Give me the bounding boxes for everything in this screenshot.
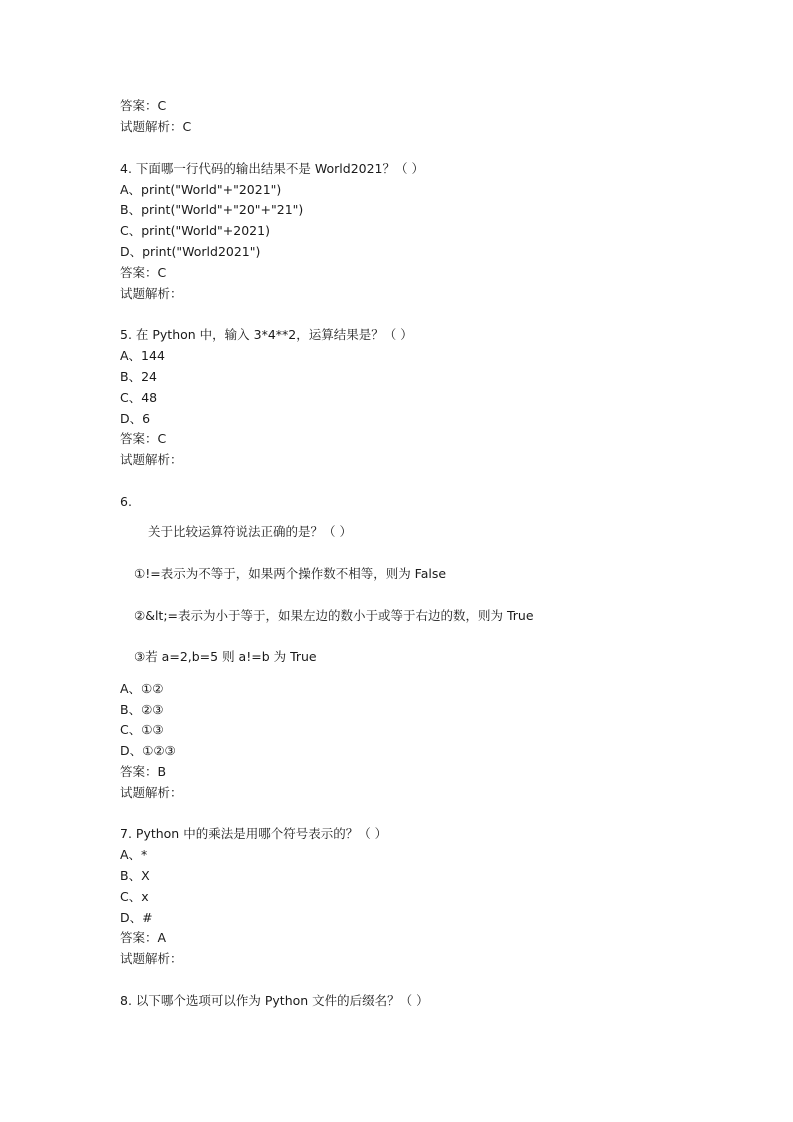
q4-option-d: D、print("World2021"): [120, 244, 261, 259]
q7-option-b: B、X: [120, 868, 150, 883]
q4-analysis: 试题解析：: [120, 286, 183, 301]
q7-option-a: A、*: [120, 847, 148, 862]
q6-intro: 关于比较运算符说法正确的是？（ ）: [148, 524, 352, 539]
q4-option-b: B、print("World"+"20"+"21"): [120, 202, 304, 217]
question-8-stem: 8. 以下哪个选项可以作为 Python 文件的后缀名？（ ）: [120, 993, 429, 1008]
q5-option-d: D、6: [120, 411, 151, 426]
question-4-stem: 4. 下面哪一行代码的输出结果不是 World2021？（ ）: [120, 161, 424, 176]
q6-statement-3: ③若 a=2,b=5 则 a!=b 为 True: [134, 649, 317, 664]
q4-answer: 答案：C: [120, 265, 167, 280]
question-7-stem: 7. Python 中的乘法是用哪个符号表示的？（ ）: [120, 826, 388, 841]
q7-analysis: 试题解析：: [120, 951, 183, 966]
q6-statement-1: ①!=表示为不等于，如果两个操作数不相等，则为 False: [134, 566, 447, 581]
prev-analysis: 试题解析：C: [120, 119, 192, 134]
q6-analysis: 试题解析：: [120, 785, 183, 800]
q6-option-a: A、①②: [120, 681, 164, 696]
q5-option-b: B、24: [120, 369, 157, 384]
q5-answer: 答案：C: [120, 431, 167, 446]
q6-answer: 答案：B: [120, 764, 167, 779]
q5-option-c: C、48: [120, 390, 158, 405]
question-6-number: 6.: [120, 494, 132, 509]
q7-option-c: C、x: [120, 889, 149, 904]
question-5-stem: 5. 在 Python 中，输入 3*4**2，运算结果是？（ ）: [120, 327, 413, 342]
q7-option-d: D、#: [120, 910, 153, 925]
q7-answer: 答案：A: [120, 930, 167, 945]
q6-option-c: C、①③: [120, 722, 164, 737]
q6-option-b: B、②③: [120, 702, 164, 717]
prev-answer: 答案：C: [120, 98, 167, 113]
q4-option-a: A、print("World"+"2021"): [120, 182, 282, 197]
q5-option-a: A、144: [120, 348, 165, 363]
q4-option-c: C、print("World"+2021): [120, 223, 270, 238]
q6-statement-2: ②&lt;=表示为小于等于，如果左边的数小于或等于右边的数，则为 True: [134, 608, 534, 623]
q5-analysis: 试题解析：: [120, 452, 183, 467]
q6-option-d: D、①②③: [120, 743, 176, 758]
